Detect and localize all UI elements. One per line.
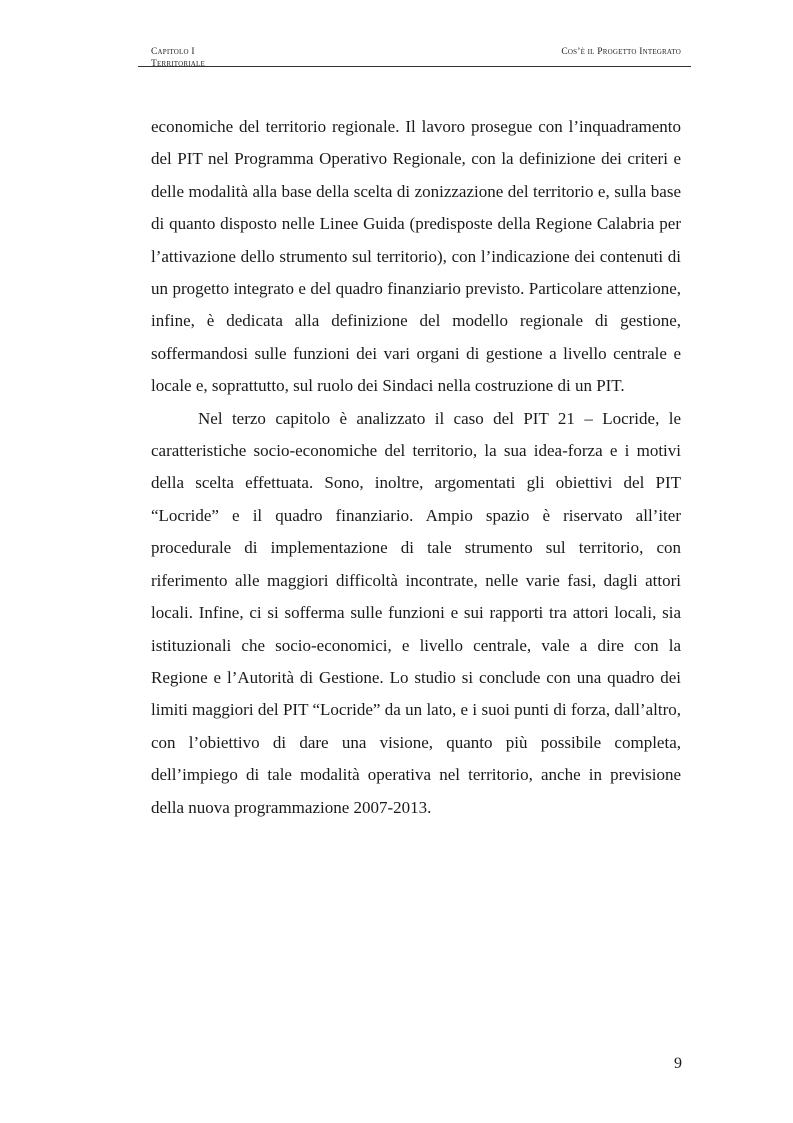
header-rule xyxy=(138,66,691,67)
header-section-title: Cos’è il Progetto Integrato xyxy=(561,47,681,57)
header-chapter-line2: Territoriale xyxy=(151,59,205,69)
paragraph-continuation: economiche del territorio regionale. Il lavoro prosegue con l’inquadramento del PIT nel Programma Operativo Regionale, con la definizione dei criteri e delle modalità alla base della scelta di zonizzazione del territorio e, sulla base di quanto disposto nelle Linee Guida (predisposte della Regione Calabria per l’attivazione dello strumento sul territorio), con l’indicazione dei contenuti di un progetto integrato e del quadro finanziario previsto. Particolare attenzione, infine, è dedicata alla definizione del modello regionale di gestione, soffermandosi sulle funzioni dei vari organi di gestione a livello centrale e locale e, soprattutto, sul ruolo dei Sindaci nella costruzione di un PIT. xyxy=(151,117,681,396)
paragraph-third-chapter: Nel terzo capitolo è analizzato il caso del PIT 21 – Locride, le caratteristiche socio-economiche del territorio, la sua idea-forza e i motivi della scelta effettuata. Sono, inoltre, argomentati gli obiettivi del PIT “Locride” e il quadro finanziario. Ampio spazio è riservato all’iter procedurale di implementazione di tale strumento sul territorio, con riferimento alle maggiori difficoltà incontrate, nelle varie fasi, dagli attori locali. Infine, ci si sofferma sulle funzioni e sui rapporti tra attori locali, sia istituzionali che socio-economici, e livello centrale, vale a dire con la Regione e l’Autorità di Gestione. Lo studio si conclude con una quadro dei limiti maggiori del PIT “Locride” da un lato, e i suoi punti di forza, dall’altro, con l’obiettivo di dare una visione, quanto più possibile completa, dell’impiego di tale modalità operativa nel territorio, anche in previsione della nuova programmazione 2007-2013. xyxy=(151,408,681,817)
body-text xyxy=(151,111,681,824)
running-header xyxy=(151,46,691,72)
header-chapter-line1: Capitolo I xyxy=(151,47,195,57)
page-number: 9 xyxy=(674,1055,682,1072)
